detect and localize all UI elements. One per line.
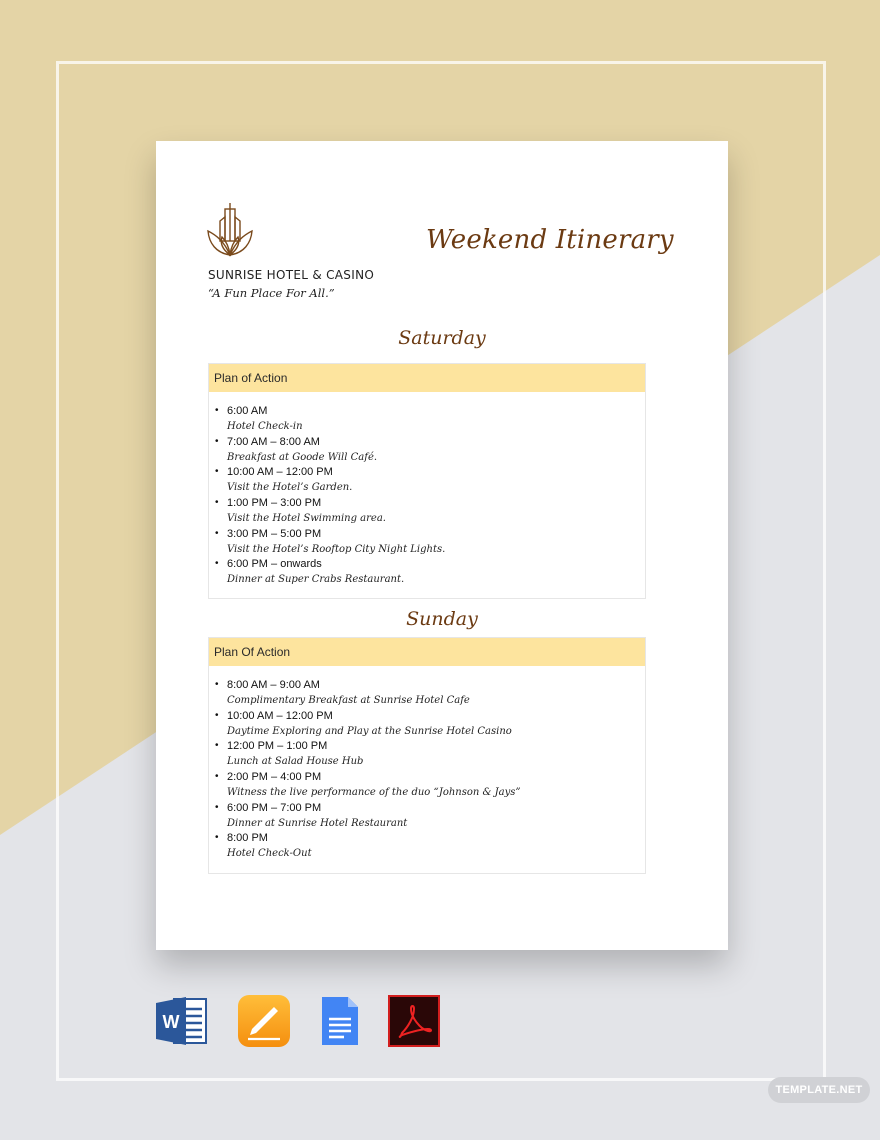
list-item: • 1:00 PM – 3:00 PM Visit the Hotel Swimming area. [215, 496, 645, 527]
document-title: Weekend Itinerary [426, 225, 674, 255]
item-description: Daytime Exploring and Play at the Sunrise Hotel Casino [227, 725, 512, 737]
item-description: Hotel Check-Out [227, 848, 312, 860]
sunday-plan-panel [208, 637, 646, 874]
panel-header: Plan Of Action [209, 638, 645, 666]
itinerary-page [156, 141, 728, 950]
item-description: Hotel Check-in [227, 421, 303, 432]
template-net-badge[interactable]: TEMPLATE.NET [768, 1077, 870, 1103]
word-icon[interactable] [156, 995, 208, 1047]
saturday-plan-panel [208, 363, 646, 599]
app-icon-row [156, 995, 441, 1047]
svg-text:W: W [162, 1012, 180, 1032]
item-description: Lunch at Salad House Hub [227, 756, 364, 768]
item-time: 1:00 PM – 3:00 PM [227, 497, 322, 510]
item-time: 6:00 PM – onwards [227, 558, 322, 571]
hotel-logo-icon [206, 199, 254, 259]
pdf-icon[interactable] [388, 995, 440, 1047]
item-time: 12:00 PM – 1:00 PM [227, 740, 328, 753]
pages-icon[interactable] [238, 995, 290, 1047]
list-item: • 3:00 PM – 5:00 PM Visit the Hotel’s Rooftop City Night Lights. [215, 527, 645, 558]
item-description: Witness the live performance of the duo “Johnson & Jays” [227, 787, 521, 799]
saturday-schedule-list [215, 404, 645, 588]
item-description: Visit the Hotel’s Rooftop City Night Lights. [227, 543, 446, 555]
item-time: 8:00 PM [227, 832, 268, 845]
item-description: Visit the Hotel’s Garden. [227, 482, 353, 494]
item-time: 6:00 PM – 7:00 PM [227, 801, 322, 814]
item-time: 10:00 AM – 12:00 PM [227, 466, 333, 479]
list-item: • 7:00 AM – 8:00 AM Breakfast at Goode Will Café. [215, 435, 645, 466]
hotel-name: SUNRISE HOTEL & CASINO [208, 268, 375, 282]
list-item: • 10:00 AM – 12:00 PM Visit the Hotel’s Garden. [215, 465, 645, 496]
google-docs-icon[interactable] [314, 995, 366, 1047]
item-description: Complimentary Breakfast at Sunrise Hotel Cafe [227, 695, 470, 706]
item-time: 8:00 AM – 9:00 AM [227, 679, 320, 691]
list-item: • 2:00 PM – 4:00 PM Witness the live performance of the duo “Johnson & Jays” [215, 770, 645, 801]
item-time: 10:00 AM – 12:00 PM [227, 709, 333, 722]
item-time: 6:00 AM [227, 405, 268, 417]
item-description: Dinner at Super Crabs Restaurant. [227, 574, 405, 586]
hotel-tagline: “A Fun Place For All.” [208, 286, 335, 300]
day-heading-sunday: Sunday [406, 608, 478, 630]
list-item: • 6:00 AM Hotel Check-in [215, 404, 645, 435]
list-item: • 10:00 AM – 12:00 PM Daytime Exploring and Play at the Sunrise Hotel Casino [215, 709, 645, 740]
day-heading-saturday: Saturday [398, 327, 486, 349]
item-time: 7:00 AM – 8:00 AM [227, 435, 320, 448]
item-description: Dinner at Sunrise Hotel Restaurant [227, 817, 408, 829]
item-time: 2:00 PM – 4:00 PM [227, 771, 322, 784]
item-description: Breakfast at Goode Will Café. [227, 451, 378, 463]
panel-header: Plan of Action [209, 364, 645, 392]
item-time: 3:00 PM – 5:00 PM [227, 527, 322, 540]
sunday-schedule-list [215, 678, 645, 862]
list-item: • 12:00 PM – 1:00 PM Lunch at Salad House Hub [215, 739, 645, 770]
item-description: Visit the Hotel Swimming area. [227, 513, 386, 525]
list-item: • 6:00 PM – onwards Dinner at Super Crabs Restaurant. [215, 557, 645, 588]
list-item: • 6:00 PM – 7:00 PM Dinner at Sunrise Hotel Restaurant [215, 801, 645, 832]
list-item: • 8:00 PM Hotel Check-Out [215, 831, 645, 862]
list-item: • 8:00 AM – 9:00 AM Complimentary Breakfast at Sunrise Hotel Cafe [215, 678, 645, 709]
